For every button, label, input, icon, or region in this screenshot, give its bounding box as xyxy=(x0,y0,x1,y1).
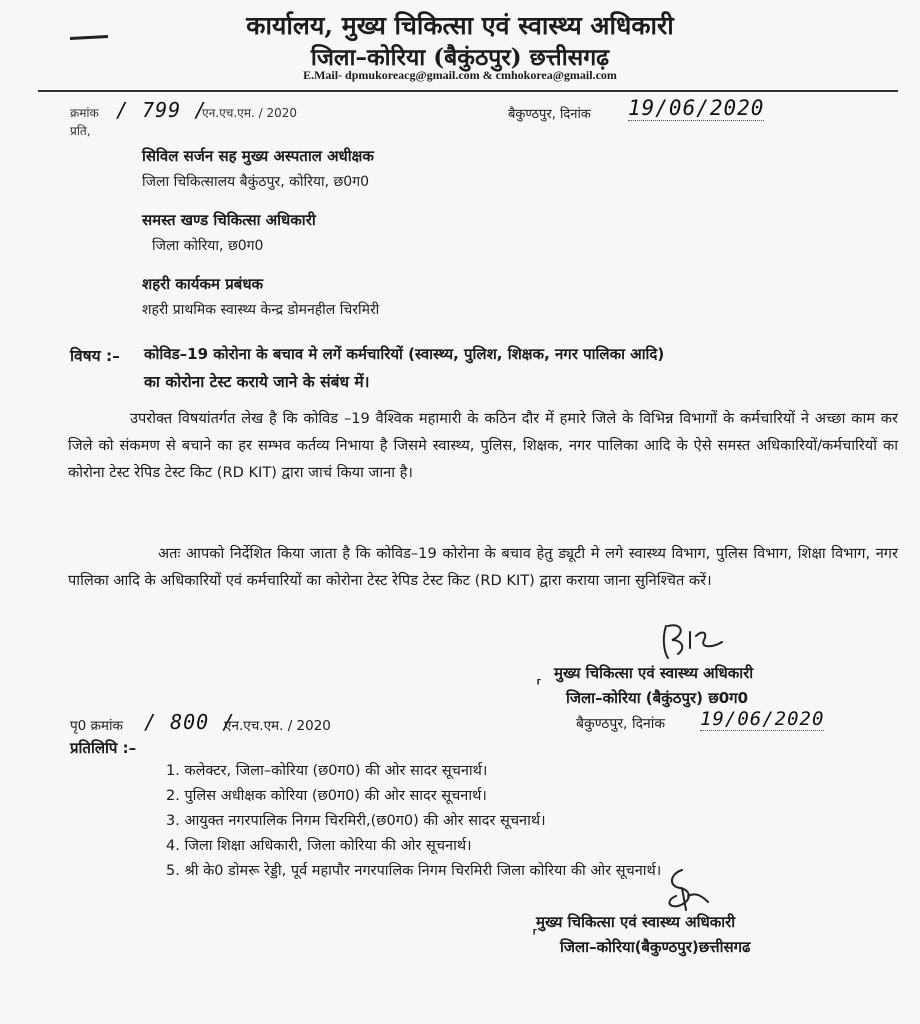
letterhead-district: जिला–कोरिया (बैकुंठपुर) छत्तीसगढ़ xyxy=(310,44,610,71)
ref-date: 19/06/2020 xyxy=(628,96,765,120)
ref-number: / 799 / xyxy=(116,98,208,122)
body-paragraph-1: उपरोक्त विषयांतर्गत लेख है कि कोविड –19 वैश्विक महामारी के कठिन दौर में हमारे जिले के विभिन्न विभागों के कर्मचारियों ने अच्छा काम कर जिले को संकमण से बचाने का हर सम्भव कर्तव्य निभाया है जिसमे स्वास्थ्य, पुलिस, शिक्षक, नगर पालिका आदि के ऐसे समस्त अधिकारियों/कर्मचारियों का कोरोना टेस्ट रेपिड टेस्ट किट (RD KIT) द्वारा जाचं किया जाना है। xyxy=(68,410,898,481)
copy-item-2: 2. पुलिस अधीक्षक कोरिया (छ0ग0) की ओर सादर सूचनार्थ। xyxy=(166,788,487,804)
copy-item-4: 4. जिला शिक्षा अधिकारी, जिला कोरिया की ओर सूचनार्थ। xyxy=(166,838,472,854)
copy-item-1: 1. कलेक्टर, जिला–कोरिया (छ0ग0) की ओर सादर सूचनार्थ। xyxy=(166,763,488,779)
ref-label: क्रमांक xyxy=(70,106,99,120)
copy-item-3: 3. आयुक्त नगरपालिक निगम चिरमिरी,(छ0ग0) की ओर सादर सूचनार्थ। xyxy=(166,813,546,829)
signature-2-mark: ⸢ xyxy=(532,926,539,945)
subject-label: विषय :– xyxy=(70,347,120,365)
letterhead-office: कार्यालय, मुख्य चिकित्सा एवं स्वास्थ्य अधिकारी xyxy=(246,11,674,40)
subject-line-2: का कोरोना टेस्ट कराये जाने के संबंध में। xyxy=(144,373,370,391)
copy-item-5: 5. श्री के0 डोमरू रेड्डी, पूर्व महापौर नगरपालिक निगम चिरमिरी जिला कोरिया की ओर सूचनार्थ। xyxy=(166,863,662,879)
addressee-3-name: शहरी कार्यकम प्रबंधक xyxy=(142,275,264,293)
body-paragraph-2: अतः आपको निर्देशित किया जाता है कि कोविड–19 कोरोना के बचाव हेतु ड्यूटी मे लगे स्वास्थ्य विभाग, पुलिस विभाग, शिक्षा विभाग, नगर पालिका आदि के अधिकारियों एवं कर्मचारियों का कोरोना टेस्ट रेपिड टेस्ट किट (RD KIT) द्वारा कराया जाना सुनिश्चित करें। xyxy=(68,545,898,589)
signature-1-district: जिला–कोरिया (बैकुंठपुर) छ0ग0 xyxy=(566,689,749,707)
signature-2-district: जिला–कोरिया(बैकुण्ठपुर)छत्तीसगढ xyxy=(560,938,751,956)
signature-2-scribble xyxy=(652,866,712,916)
header-divider xyxy=(38,90,898,92)
ref-code: एन.एच.एम. / 2020 xyxy=(202,106,298,120)
addressee-2-line: जिला कोरिया, छ0ग0 xyxy=(152,238,264,254)
addressee-3-line: शहरी प्राथमिक स्वास्थ्य केन्द्र डोमनहील चिरमिरी xyxy=(142,302,380,318)
signature-2-title: मुख्य चिकित्सा एवं स्वास्थ्य अधिकारी xyxy=(536,913,736,931)
endorsement-label: पृ0 क्रमांक xyxy=(70,718,123,734)
ref-place-date-label: बैकुण्ठपुर, दिनांक xyxy=(508,107,591,122)
endorsement-date: 19/06/2020 xyxy=(700,708,825,730)
prati-label: प्रति, xyxy=(70,124,91,138)
signature-1-mark: ⸢ xyxy=(536,676,543,695)
letterhead-email: E.Mail- dpmukoreacg@gmail.com & cmhokorea@gmail.com xyxy=(303,68,617,82)
copy-label: प्रतिलिपि :– xyxy=(70,739,137,757)
signature-1-title: मुख्य चिकित्सा एवं स्वास्थ्य अधिकारी xyxy=(554,664,754,682)
subject-line-1: कोविड–19 कोरोना के बचाव मे लगें कर्मचारियों (स्वास्थ्य, पुलिश, शिक्षक, नगर पालिका आदि) xyxy=(144,345,665,363)
addressee-2-name: समस्त खण्ड चिकित्सा अधिकारी xyxy=(142,211,316,229)
endorsement-place-date-label: बैकुण्ठपुर, दिनांक xyxy=(576,716,666,732)
addressee-1-line: जिला चिकित्सालय बैकुंठपुर, कोरिया, छ0ग0 xyxy=(142,174,369,190)
endorsement-code: एन.एच.एम. / 2020 xyxy=(224,718,331,734)
addressee-1-name: सिविल सर्जन सह मुख्य अस्पताल अधीक्षक xyxy=(142,147,374,165)
endorsement-number: / 800 / xyxy=(144,710,236,734)
signature-1-scribble xyxy=(656,618,726,664)
